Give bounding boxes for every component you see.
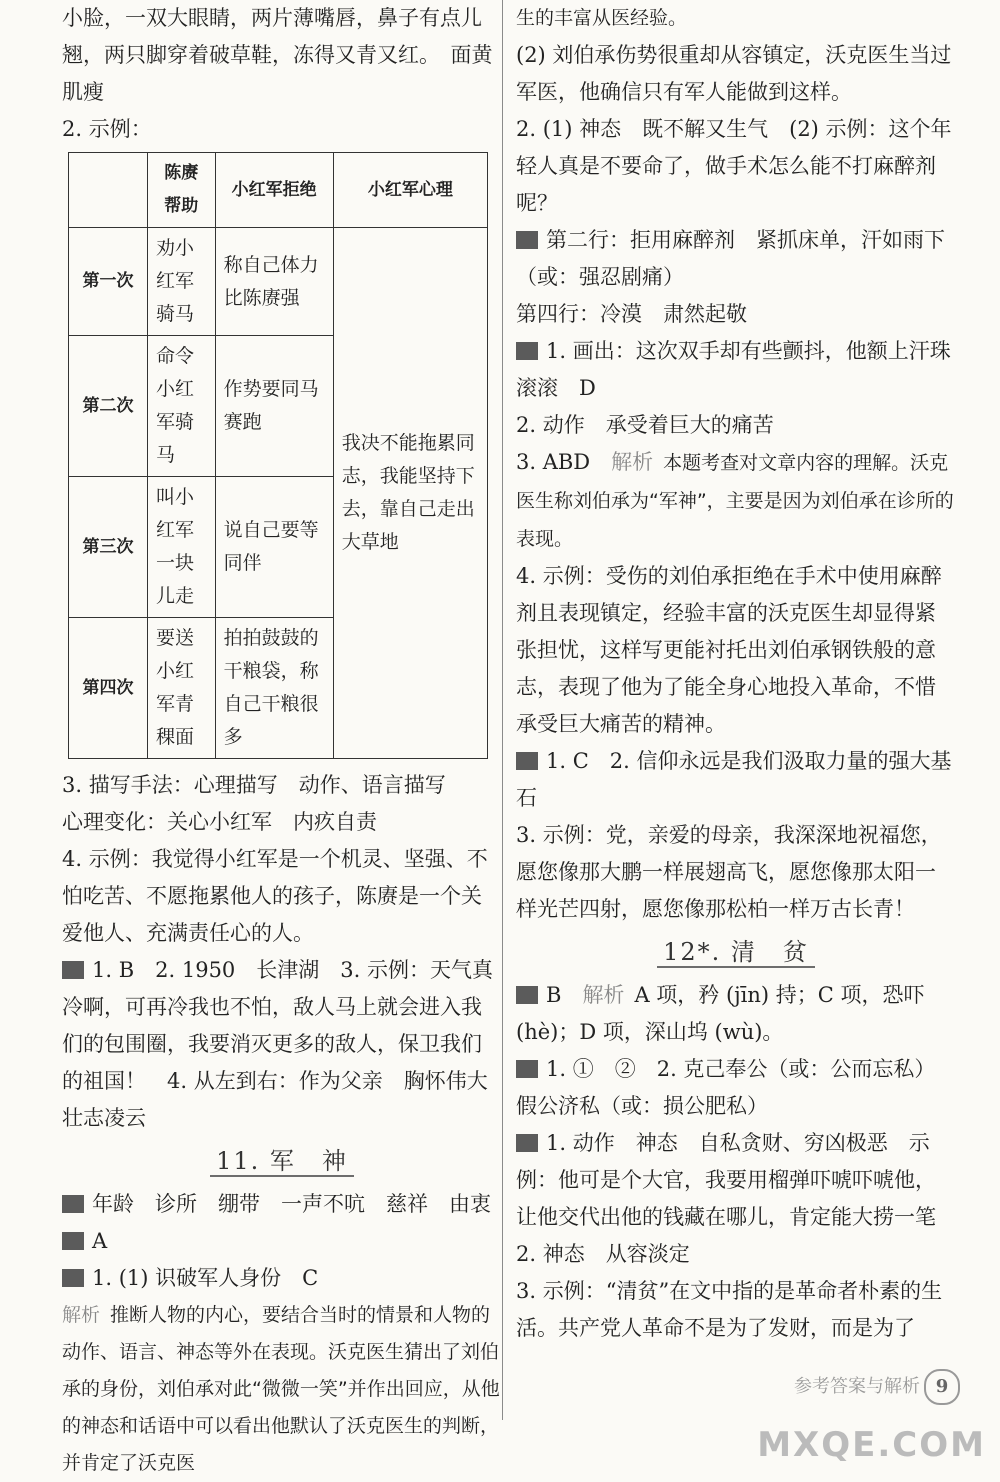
table-cell: 要送小红军青稞面 — [148, 618, 216, 759]
table-cell: 劝小红军骑马 — [148, 228, 216, 336]
answer-text: (2) 刘伯承伤势很重却从容镇定，沃克医生当过军医，他确信只有军人能做到这样。 — [516, 43, 952, 104]
answer-text — [62, 952, 509, 1137]
answer-text-body: 1. C 2. 信仰永远是我们汲取力量的强大基石 — [516, 749, 952, 810]
answer-text — [516, 743, 956, 817]
answer-text-body: 1. ① ② 2. 克己奉公（或：公而忘私） 假公济私（或：损公肥私） — [516, 1057, 946, 1118]
section-badge-icon — [516, 986, 538, 1004]
table-header-row — [69, 153, 488, 228]
answer-text-body: 3. ABD — [516, 450, 591, 474]
page-number: 9 — [924, 1369, 960, 1405]
analysis-text: 生的丰富从医经验。 — [516, 7, 688, 29]
analysis-label: 解析 — [62, 1304, 101, 1326]
section-badge-icon — [516, 752, 538, 770]
answer-text — [516, 333, 956, 407]
section-title — [62, 1143, 502, 1180]
section-badge-icon — [516, 1060, 538, 1078]
watermark: MXQE.COM — [757, 1425, 986, 1465]
table-cell: 称自己体力比陈赓强 — [215, 228, 333, 336]
section-badge-icon — [62, 1195, 84, 1213]
analysis-body: A 项，矜 (jīn) 持；C 项，恐吓 (hè)；D 项，深山坞 (wù)。 — [516, 983, 925, 1044]
answer-text-body: B — [546, 983, 562, 1007]
answer-text — [516, 1051, 956, 1125]
table-cell: 作势要同马赛跑 — [215, 336, 333, 477]
table-row — [69, 228, 488, 336]
help-table — [68, 152, 488, 759]
column-divider — [502, 0, 503, 1420]
answer-text — [62, 1186, 502, 1223]
answer-text: 2. (1) 神态 既不解又生气 (2) 示例：这个年轻人真是不要命了，做手术怎么能不打麻醉剂呢？ — [516, 117, 952, 215]
answer-text: 2. 示例： — [62, 117, 152, 141]
answer-text: 3. 示例：“清贫”在文中指的是革命者朴素的生活。共产党人革命不是为了发财，而是为了 — [516, 1279, 943, 1340]
right-column — [516, 0, 956, 1347]
answer-text-body: 年龄 诊所 绷带 一声不吭 慈祥 由衷 — [92, 1192, 491, 1216]
answer-text — [62, 1260, 502, 1297]
answer-text-body: 1. 动作 神态 自私贪财、穷凶极恶 示例：他可是个大官，我要用榴弹吓唬吓唬他，让他交代出他的钱藏在哪儿，肯定能大捞一笔 — [516, 1131, 936, 1229]
answer-text: 4. 示例：受伤的刘伯承拒绝在手术中使用麻醉剂且表现镇定，经验丰富的沃克医生却显得紧张担忧，这样写更能衬托出刘伯承钢铁般的意志，表现了他为了能全身心地投入革命，不惜承受巨大痛苦的精神。 — [516, 564, 942, 736]
row-label: 第一次 — [69, 228, 148, 336]
left-column — [62, 0, 509, 1482]
analysis-body: 本题考查对文章内容的理解。沃克医生称刘伯承为“军神”，主要是因为刘伯承在诊所的表现。 — [516, 452, 954, 550]
analysis-label: 解析 — [582, 983, 625, 1007]
answer-text-body: 1. 画出：这次双手却有些颤抖，他额上汗珠滚滚 D — [516, 339, 951, 400]
answer-text — [516, 977, 956, 1051]
section-badge-icon — [62, 961, 84, 979]
answer-text-body: 1. (1) 识破军人身份 C — [92, 1266, 319, 1290]
table-header: 小红军心理 — [333, 153, 487, 228]
analysis-body: 推断人物的内心，要结合当时的情景和人物的动作、语言、神态等外在表现。沃克医生猜出了刘伯承的身份，刘伯承对此“微微一笑”并作出回应，从他的神态和话语中可以看出他默认了沃克医生的判断，并肯定了沃克医 — [62, 1304, 500, 1474]
section-badge-icon — [516, 342, 538, 360]
section-badge-icon — [516, 231, 538, 249]
answer-text: 2. 神态 从容淡定 — [516, 1242, 690, 1266]
answer-text: 4. 示例：我觉得小红军是一个机灵、坚强、不怕吃苦、不愿拖累他人的孩子，陈赓是一个关爱他人、充满责任心的人。 — [62, 847, 488, 945]
section-badge-icon — [516, 1134, 538, 1152]
table-cell: 拍拍鼓鼓的干粮袋，称自己干粮很多 — [215, 618, 333, 759]
answer-text: 3. 描写手法：心理描写 动作、语言描写 — [62, 773, 446, 797]
section-title-text: 12*. 清 贫 — [657, 938, 815, 968]
section-title-text: 11. 军 神 — [210, 1147, 354, 1177]
answer-text — [516, 222, 956, 296]
answer-text — [516, 444, 956, 558]
section-badge-icon — [62, 1232, 84, 1250]
table-cell: 说自己要等同伴 — [215, 477, 333, 618]
footer-label: 参考答案与解析 — [794, 1376, 920, 1397]
answer-text: 3. 示例：党，亲爱的母亲，我深深地祝福您，愿您像那大鹏一样展翅高飞，愿您像那太阳一样光芒四射，愿您像那松柏一样万古长青！ — [516, 823, 942, 921]
answer-text — [516, 1125, 956, 1236]
answer-text-body: 1. B 2. 1950 长津湖 3. 示例：天气真冷啊，可再冷我也不怕，敌人马上就会进入我们的包围圈，我要消灭更多的敌人，保卫我们的祖国！ 4. 从左到右：作为父亲 胸怀伟大 壮志凌云 — [62, 958, 509, 1130]
table-header: 小红军拒绝 — [215, 153, 333, 228]
mind-cell: 我决不能拖累同志，我能坚持下去，靠自己走出大草地 — [333, 228, 487, 759]
page-footer — [794, 1369, 960, 1405]
answer-text — [62, 1223, 502, 1260]
answer-text-body: A — [92, 1229, 108, 1253]
row-label: 第三次 — [69, 477, 148, 618]
section-title — [516, 934, 956, 971]
answer-text: 2. 动作 承受着巨大的痛苦 — [516, 413, 774, 437]
table-header — [69, 153, 148, 228]
section-badge-icon — [62, 1269, 84, 1287]
row-label: 第二次 — [69, 336, 148, 477]
answer-text: 小脸，一双大眼睛，两片薄嘴唇，鼻子有点儿翘，两只脚穿着破草鞋，冻得又青又红。 面黄肌瘦 — [62, 6, 493, 104]
answer-text: 心理变化：关心小红军 内疚自责 — [62, 810, 377, 834]
table-cell: 叫小红军一块儿走 — [148, 477, 216, 618]
analysis-label: 解析 — [611, 450, 654, 474]
answer-text-body: 第二行：拒用麻醉剂 紧抓床单，汗如雨下（或：强忍剧痛） — [516, 228, 945, 289]
table-header: 陈赓帮助 — [148, 153, 216, 228]
answer-text: 第四行：冷漠 肃然起敬 — [516, 302, 747, 326]
analysis-text — [62, 1297, 502, 1482]
table-cell: 命令小红军骑马 — [148, 336, 216, 477]
row-label: 第四次 — [69, 618, 148, 759]
